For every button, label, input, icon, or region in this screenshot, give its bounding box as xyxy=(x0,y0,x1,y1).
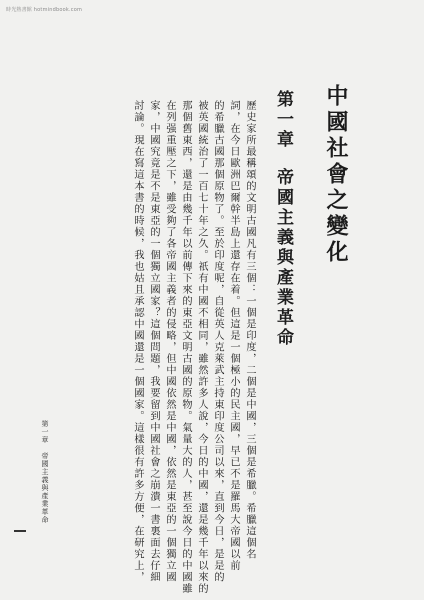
body-column-1: 歷史家所最稱頌的文明古國凡有三個：一個是印度，二個是中國，三個是希臘。希臘這個名 xyxy=(244,100,255,560)
body-column-8: 討論。現在寫這本書的時候，我也姑且承認中國還是一個國家。這樣很有許多方便，在研究上， xyxy=(132,100,143,583)
chapter-title: 帝國主義與產業革命 xyxy=(273,168,293,348)
body-column-2: 詞，在今日歐洲巴爾幹半島上還存在着。但這是一個極小的民主國，早已不是羅馬大帝國以前 xyxy=(228,100,239,572)
running-head: 第一章 帝國主義與產業革命 xyxy=(41,420,49,524)
body-column-6: 在列强重壓之下，雖受夠了各帝國主義者的侵略，但中國依然是中國，依然是東亞的一個獨立國 xyxy=(164,100,175,583)
body-column-4: 被英國統治了一百七十年之久。祇有中國不相同，雖然許多人說，今日的中國，還是幾千年以來的 xyxy=(196,100,207,595)
watermark: 時光熱書館 hotmindbook.com xyxy=(6,7,83,13)
body-column-5: 那個舊東西，還是由幾千年以前傳下來的東亞文明古國的原物。氣量大的人，甚至說今日的中國雖 xyxy=(180,100,191,595)
body-column-7: 家，中國究竟是不是東亞的一個獨立國家？這個問題，我要留到中國社會之崩潰一書裏面去仔細 xyxy=(148,100,159,583)
chapter-number: 第一章 xyxy=(273,90,293,150)
page-number xyxy=(14,530,26,532)
body-column-3: 的希臘古國那個原物了。至於印度呢，自從英人克萊武主持東印度公司以來，直到今日，是是的 xyxy=(212,100,223,583)
book-title: 中國社會之變化 xyxy=(323,84,349,266)
chapter-heading xyxy=(271,90,296,348)
